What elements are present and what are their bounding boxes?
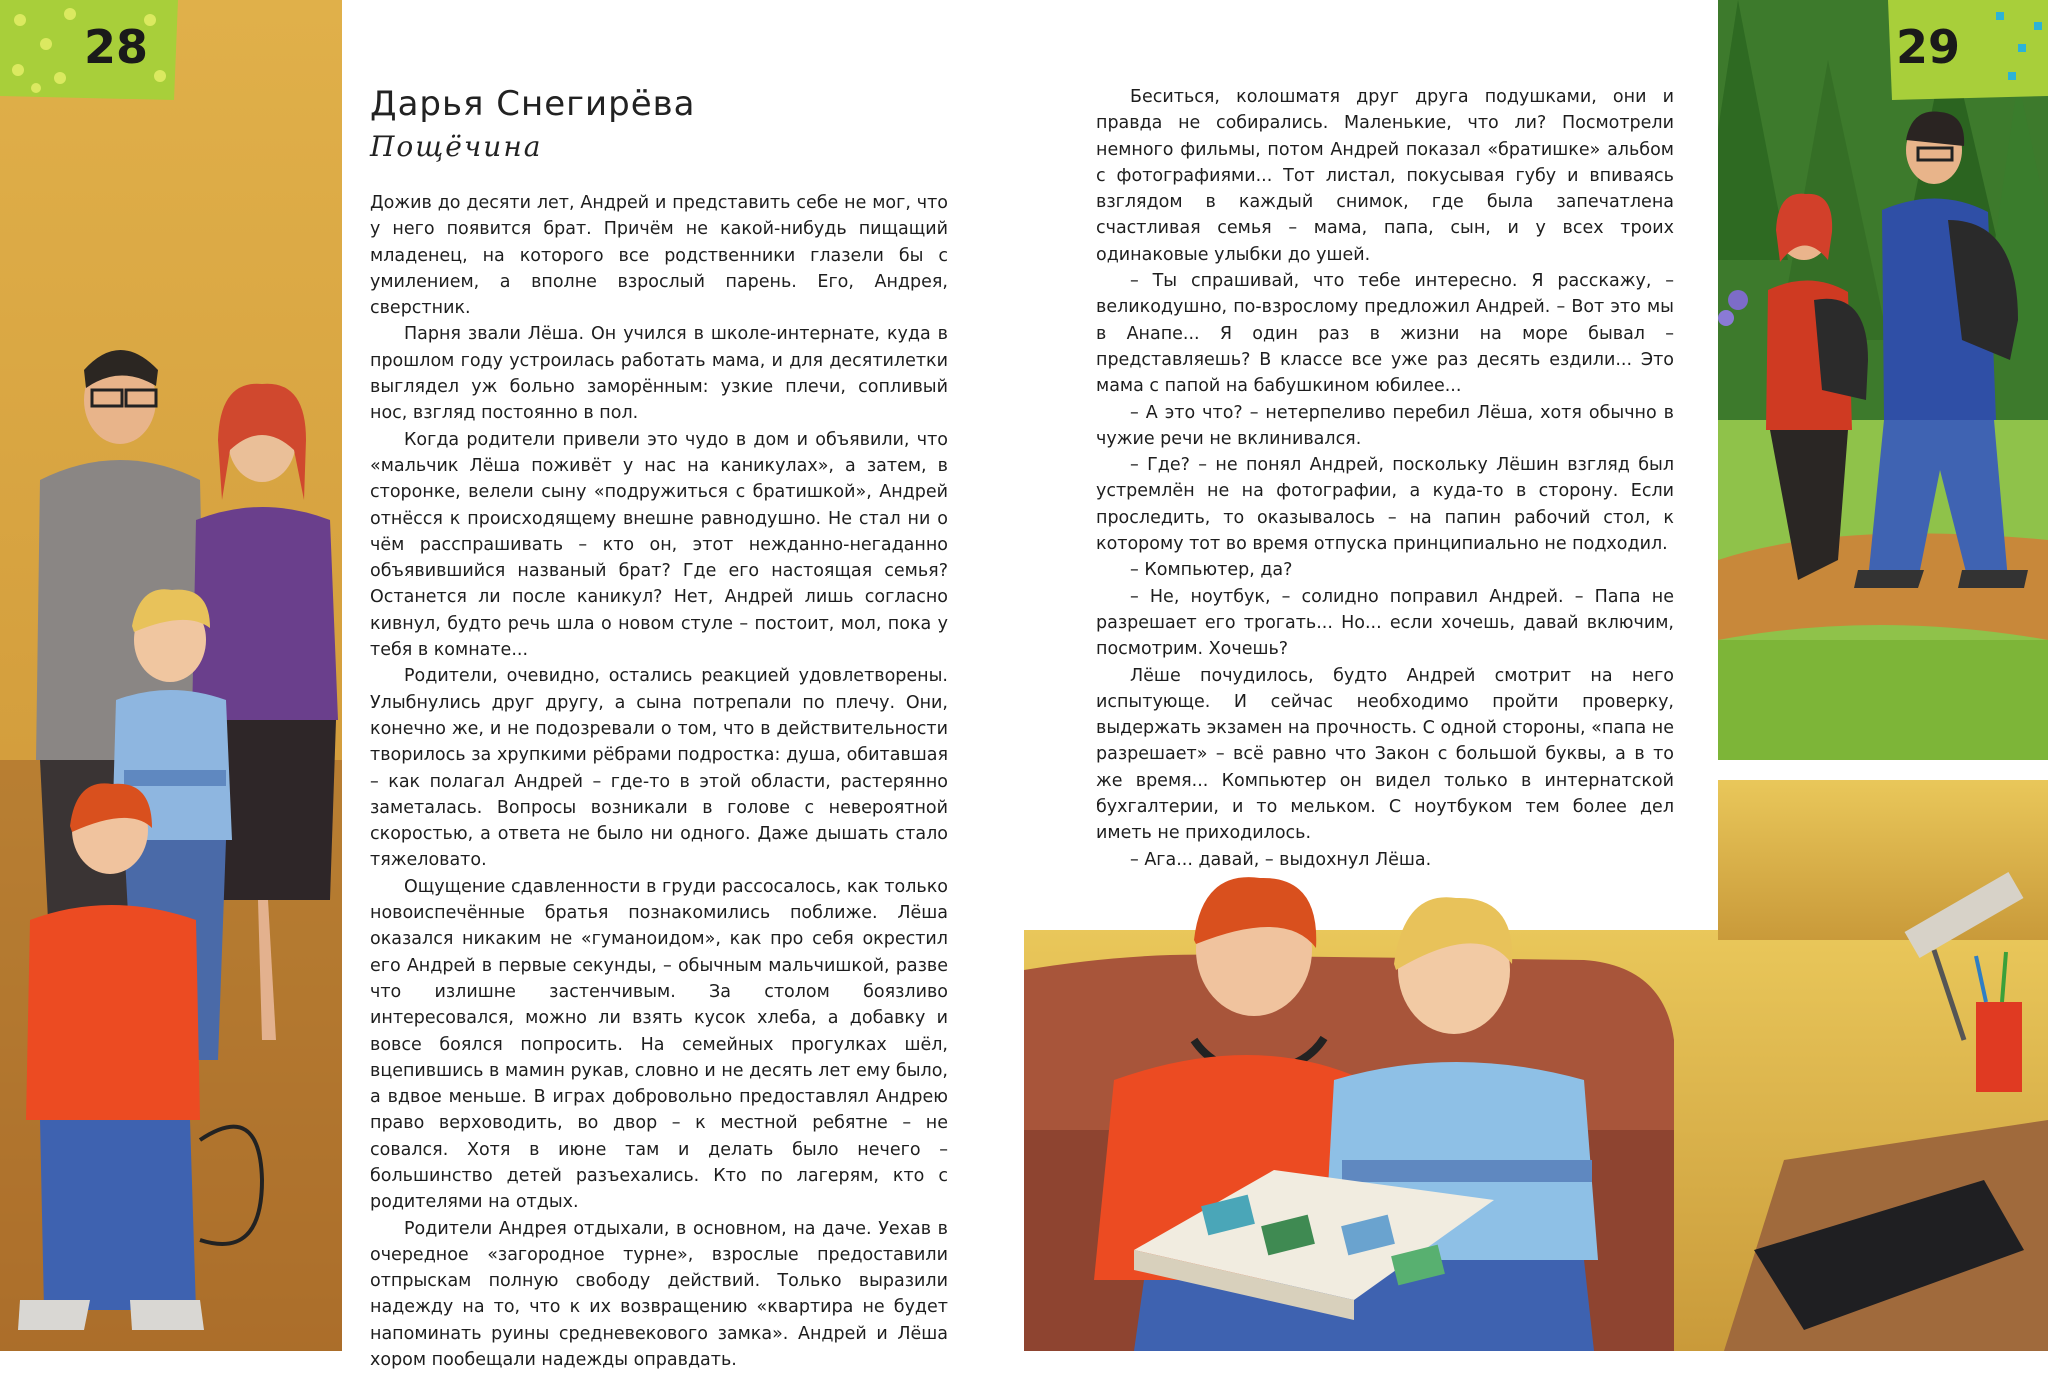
paragraph: Родители Андрея отдыхали, в основном, на даче. Уехав в очередное «загородное турне», взрослые предоставили отпрыскам полную свободу действий. Только выразили надежду на то, что к их возвращению «квартира не будет напоминать руины средневекового замка». Андрей и Лёша хором пообещали надежды оправдать. bbox=[370, 1218, 948, 1371]
paragraph: – Ага... давай, – выдохнул Лёша. bbox=[1130, 849, 1432, 870]
park-walk-illustration bbox=[1718, 0, 2048, 760]
paragraph: – А это что? – нетерпеливо перебил Лёша, хотя обычно в чужие речи не вклинивался. bbox=[1096, 402, 1674, 449]
paragraph: Родители, очевидно, остались реакцией удовлетворены. Улыбнулись друг другу, а сына потрепали по плечу. Они, конечно же, и не подозревали о том, что в действительности творилось за хрупкими рёбрами подростка: душа, обитавшая – как полагал Андрей – где-то в этой области, растерянно заметалась. Вопросы возникали в голове с невероятной скоростью, а ответа не было ни одного. Даже дышать стало тяжеловато. bbox=[370, 666, 948, 871]
right-text-column bbox=[1096, 84, 1674, 873]
page-number-right: 29 bbox=[1896, 20, 1961, 74]
paragraph: Лёше почудилось, будто Андрей смотрит на него испытующе. И сейчас необходимо пройти проверку, выдержать экзамен на прочность. С одной стороны, «папа не разрешает» – всё равно что Закон с большой буквы, а в то же время... Компьютер он видел только в интернатской бухгалтерии, и то мельком. С ноутбуком тем более дел иметь не приходилось. bbox=[1096, 665, 1674, 844]
paragraph: – Ты спрашивай, что тебе интересно. Я расскажу, – великодушно, по-взрослому предложил Андрей. – Вот это мы в Анапе... Я один раз в жизни на море бывал – представляешь? В классе все уже раз десять ездили... Это мама с папой на бабушкином юбилее... bbox=[1096, 271, 1674, 397]
paragraph: – Не, ноутбук, – солидно поправил Андрей. – Папа не разрешает его трогать... Но... если хочешь, давай включим, посмотрим. Хочешь? bbox=[1096, 586, 1674, 660]
paragraph: Когда родители привели это чудо в дом и объявили, что «мальчик Лёша поживёт у нас на каникулах», а затем, в сторонке, велели сыну «подружиться с братишкой», Андрей отнёсся к происходящему внешне равнодушно. Не стал ни о чём расспрашивать – кто он, этот нежданно-негаданно объявившийся названый брат? Где его настоящая семья? Останется ли после каникул? Нет, Андрей лишь согласно кивнул, будто речь шла о новом стуле – постоит, мол, пока у тебя в комнате... bbox=[370, 429, 948, 661]
author-name: Дарья Снегирёва bbox=[370, 84, 696, 124]
story-title: Пощёчина bbox=[370, 130, 543, 163]
page-number-left: 28 bbox=[84, 20, 149, 74]
paragraph: Ощущение сдавленности в груди рассосалось, как только новоиспечённые братья познакомились поближе. Лёша оказался никаким не «гуманоидом», как про себя окрестил его Андрей в первые секунды, – обычным мальчишкой, разве что излишне застенчивым. За столом боязливо интересовался, можно ли взять кусок хлеба, а добавку и вовсе боялся попросить. На семейных прогулках шёл, вцепившись в мамин рукав, словно и не десять лет ему было, а вдвое меньше. В играх добровольно предоставлял Андрею право верховодить, во двор – к местной ребятне – не совался. Хотя в июне там и делать было нечего – большинство детей разъехались. Кто по лагерям, кто с родителями на отдых. bbox=[370, 876, 948, 1213]
paragraph: Дожив до десяти лет, Андрей и представить себе не мог, что у него появится брат. Причём не какой-нибудь пищащий младенец, на которого все родственники глазели бы с умилением, а вполне взрослый парень. Его, Андрея, сверстник. bbox=[370, 193, 948, 319]
left-text-column bbox=[370, 190, 948, 1373]
paragraph: Парня звали Лёша. Он учился в школе-интернате, куда в прошлом году устроилась работать мама, и для десятилетки выглядел уж больно заморённым: узкие плечи, сопливый нос, взгляд постоянно в пол. bbox=[370, 324, 948, 424]
family-illustration bbox=[0, 0, 342, 1351]
paragraph: – Где? – не понял Андрей, поскольку Лёшин взгляд был устремлён не на фотографии, а куда-то в сторону. Если проследить, то оказывалось – на папин рабочий стол, к которому тот во время отпуска принципиально не подходил. bbox=[1096, 455, 1674, 555]
paragraph: Беситься, колошматя друг друга подушками, они и правда не собирались. Маленькие, что ли? Посмотрели немного фильмы, потом Андрей показал «братишке» альбом с фотографиями... Тот листал, покусывая губу и впиваясь взглядом в каждый снимок, где была запечатлена счастливая семья – мама, папа, сын, и у всех троих одинаковые улыбки до ушей. bbox=[1096, 87, 1674, 265]
paragraph: – Компьютер, да? bbox=[1130, 560, 1293, 581]
